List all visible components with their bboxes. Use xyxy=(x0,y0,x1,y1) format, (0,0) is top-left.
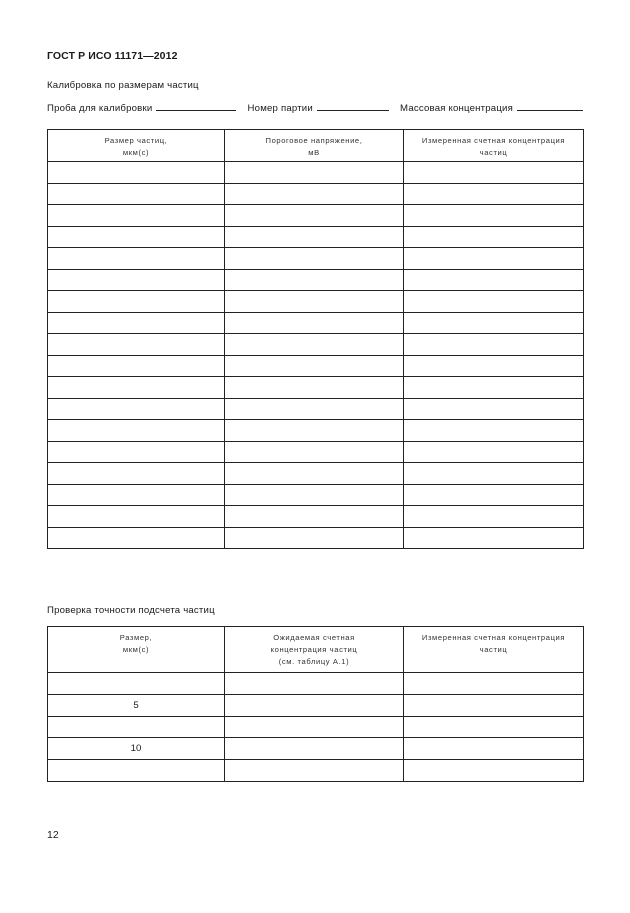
calibration-sample-field xyxy=(47,101,236,114)
table-cell xyxy=(225,162,404,184)
table-cell xyxy=(404,248,584,270)
table-cell: 5 xyxy=(48,694,225,716)
table-cell xyxy=(48,269,225,291)
table-row xyxy=(48,694,584,716)
table-cell xyxy=(48,162,225,184)
table-cell xyxy=(48,226,225,248)
table-cell xyxy=(404,355,584,377)
table-row xyxy=(48,398,584,420)
table-cell xyxy=(225,205,404,227)
table-cell xyxy=(48,312,225,334)
table-cell xyxy=(225,291,404,313)
table-cell xyxy=(48,377,225,399)
table-row xyxy=(48,441,584,463)
table-cell xyxy=(404,205,584,227)
table-cell: 10 xyxy=(48,738,225,760)
table-cell xyxy=(48,291,225,313)
table-cell xyxy=(404,312,584,334)
table-cell xyxy=(404,291,584,313)
table-cell xyxy=(225,420,404,442)
table-row xyxy=(48,269,584,291)
sample-label: Проба для калибровки xyxy=(47,103,153,114)
batch-number-field xyxy=(248,101,389,114)
table-cell xyxy=(404,420,584,442)
table-cell xyxy=(225,334,404,356)
table-row xyxy=(48,226,584,248)
column-header-measured-concentration: Измеренная счетная концентрация частиц xyxy=(404,130,584,162)
calibration-table-header-row xyxy=(48,130,584,162)
table-row xyxy=(48,183,584,205)
mass-concentration-label: Массовая концентрация xyxy=(400,103,513,114)
column-header-threshold-voltage: Пороговое напряжение, мВ xyxy=(225,130,404,162)
table-cell xyxy=(404,398,584,420)
table-cell xyxy=(225,506,404,528)
table-row xyxy=(48,334,584,356)
table-cell xyxy=(225,377,404,399)
table-cell xyxy=(225,226,404,248)
table-cell xyxy=(48,398,225,420)
batch-label: Номер партии xyxy=(247,103,313,114)
table-cell xyxy=(48,673,225,695)
calibration-fields-line xyxy=(47,101,583,114)
table-cell xyxy=(225,463,404,485)
table-cell xyxy=(48,527,225,549)
table-cell xyxy=(404,694,584,716)
table-cell xyxy=(225,760,404,782)
table-row xyxy=(48,760,584,782)
table-cell xyxy=(225,716,404,738)
page-number: 12 xyxy=(47,829,59,841)
table-cell xyxy=(404,269,584,291)
table-row xyxy=(48,506,584,528)
table-row xyxy=(48,463,584,485)
mass-concentration-blank xyxy=(517,101,583,111)
table-cell xyxy=(48,463,225,485)
table-cell xyxy=(48,355,225,377)
calibration-table xyxy=(47,129,584,549)
table-row xyxy=(48,716,584,738)
table-cell xyxy=(404,484,584,506)
table-row xyxy=(48,484,584,506)
table-cell xyxy=(404,463,584,485)
table-cell xyxy=(48,183,225,205)
mass-concentration-field xyxy=(400,101,583,114)
table-row xyxy=(48,248,584,270)
table-row xyxy=(48,377,584,399)
column-header-particle-size: Размер частиц, мкм(с) xyxy=(48,130,225,162)
accuracy-table-header-row xyxy=(48,627,584,673)
table-cell xyxy=(48,248,225,270)
table-row xyxy=(48,738,584,760)
table-cell xyxy=(48,760,225,782)
table-row xyxy=(48,162,584,184)
table-cell xyxy=(48,506,225,528)
table-cell xyxy=(225,738,404,760)
table-cell xyxy=(225,694,404,716)
calibration-section-title: Калибровка по размерам частиц xyxy=(47,80,199,91)
table-cell xyxy=(225,355,404,377)
sample-blank xyxy=(156,101,236,111)
document-header: ГОСТ Р ИСО 11171—2012 xyxy=(47,50,178,62)
column-header-size: Размер, мкм(с) xyxy=(48,627,225,673)
table-cell xyxy=(404,673,584,695)
table-cell xyxy=(225,673,404,695)
table-row xyxy=(48,291,584,313)
table-cell xyxy=(48,420,225,442)
table-cell xyxy=(225,248,404,270)
table-row xyxy=(48,205,584,227)
table-cell xyxy=(404,162,584,184)
column-header-measured-concentration: Измеренная счетная концентрация частиц xyxy=(404,627,584,673)
table-cell xyxy=(48,205,225,227)
table-cell xyxy=(225,183,404,205)
table-cell xyxy=(225,269,404,291)
table-cell xyxy=(404,760,584,782)
table-cell xyxy=(225,527,404,549)
table-cell xyxy=(404,506,584,528)
table-cell xyxy=(225,441,404,463)
table-cell xyxy=(404,226,584,248)
table-cell xyxy=(404,334,584,356)
table-row xyxy=(48,420,584,442)
table-cell xyxy=(48,484,225,506)
table-cell xyxy=(404,377,584,399)
table-row xyxy=(48,527,584,549)
table-cell xyxy=(225,312,404,334)
accuracy-section-title: Проверка точности подсчета частиц xyxy=(47,605,215,616)
table-cell xyxy=(404,441,584,463)
table-cell xyxy=(404,738,584,760)
table-cell xyxy=(48,334,225,356)
accuracy-table xyxy=(47,626,584,782)
table-cell xyxy=(225,484,404,506)
table-row xyxy=(48,355,584,377)
table-cell xyxy=(404,527,584,549)
table-cell xyxy=(48,716,225,738)
table-cell xyxy=(225,398,404,420)
table-row xyxy=(48,673,584,695)
table-cell xyxy=(404,183,584,205)
table-cell xyxy=(404,716,584,738)
table-cell xyxy=(48,441,225,463)
table-row xyxy=(48,312,584,334)
batch-blank xyxy=(317,101,389,111)
column-header-expected-concentration: Ожидаемая счетная концентрация частиц (см. таблицу А.1) xyxy=(225,627,404,673)
